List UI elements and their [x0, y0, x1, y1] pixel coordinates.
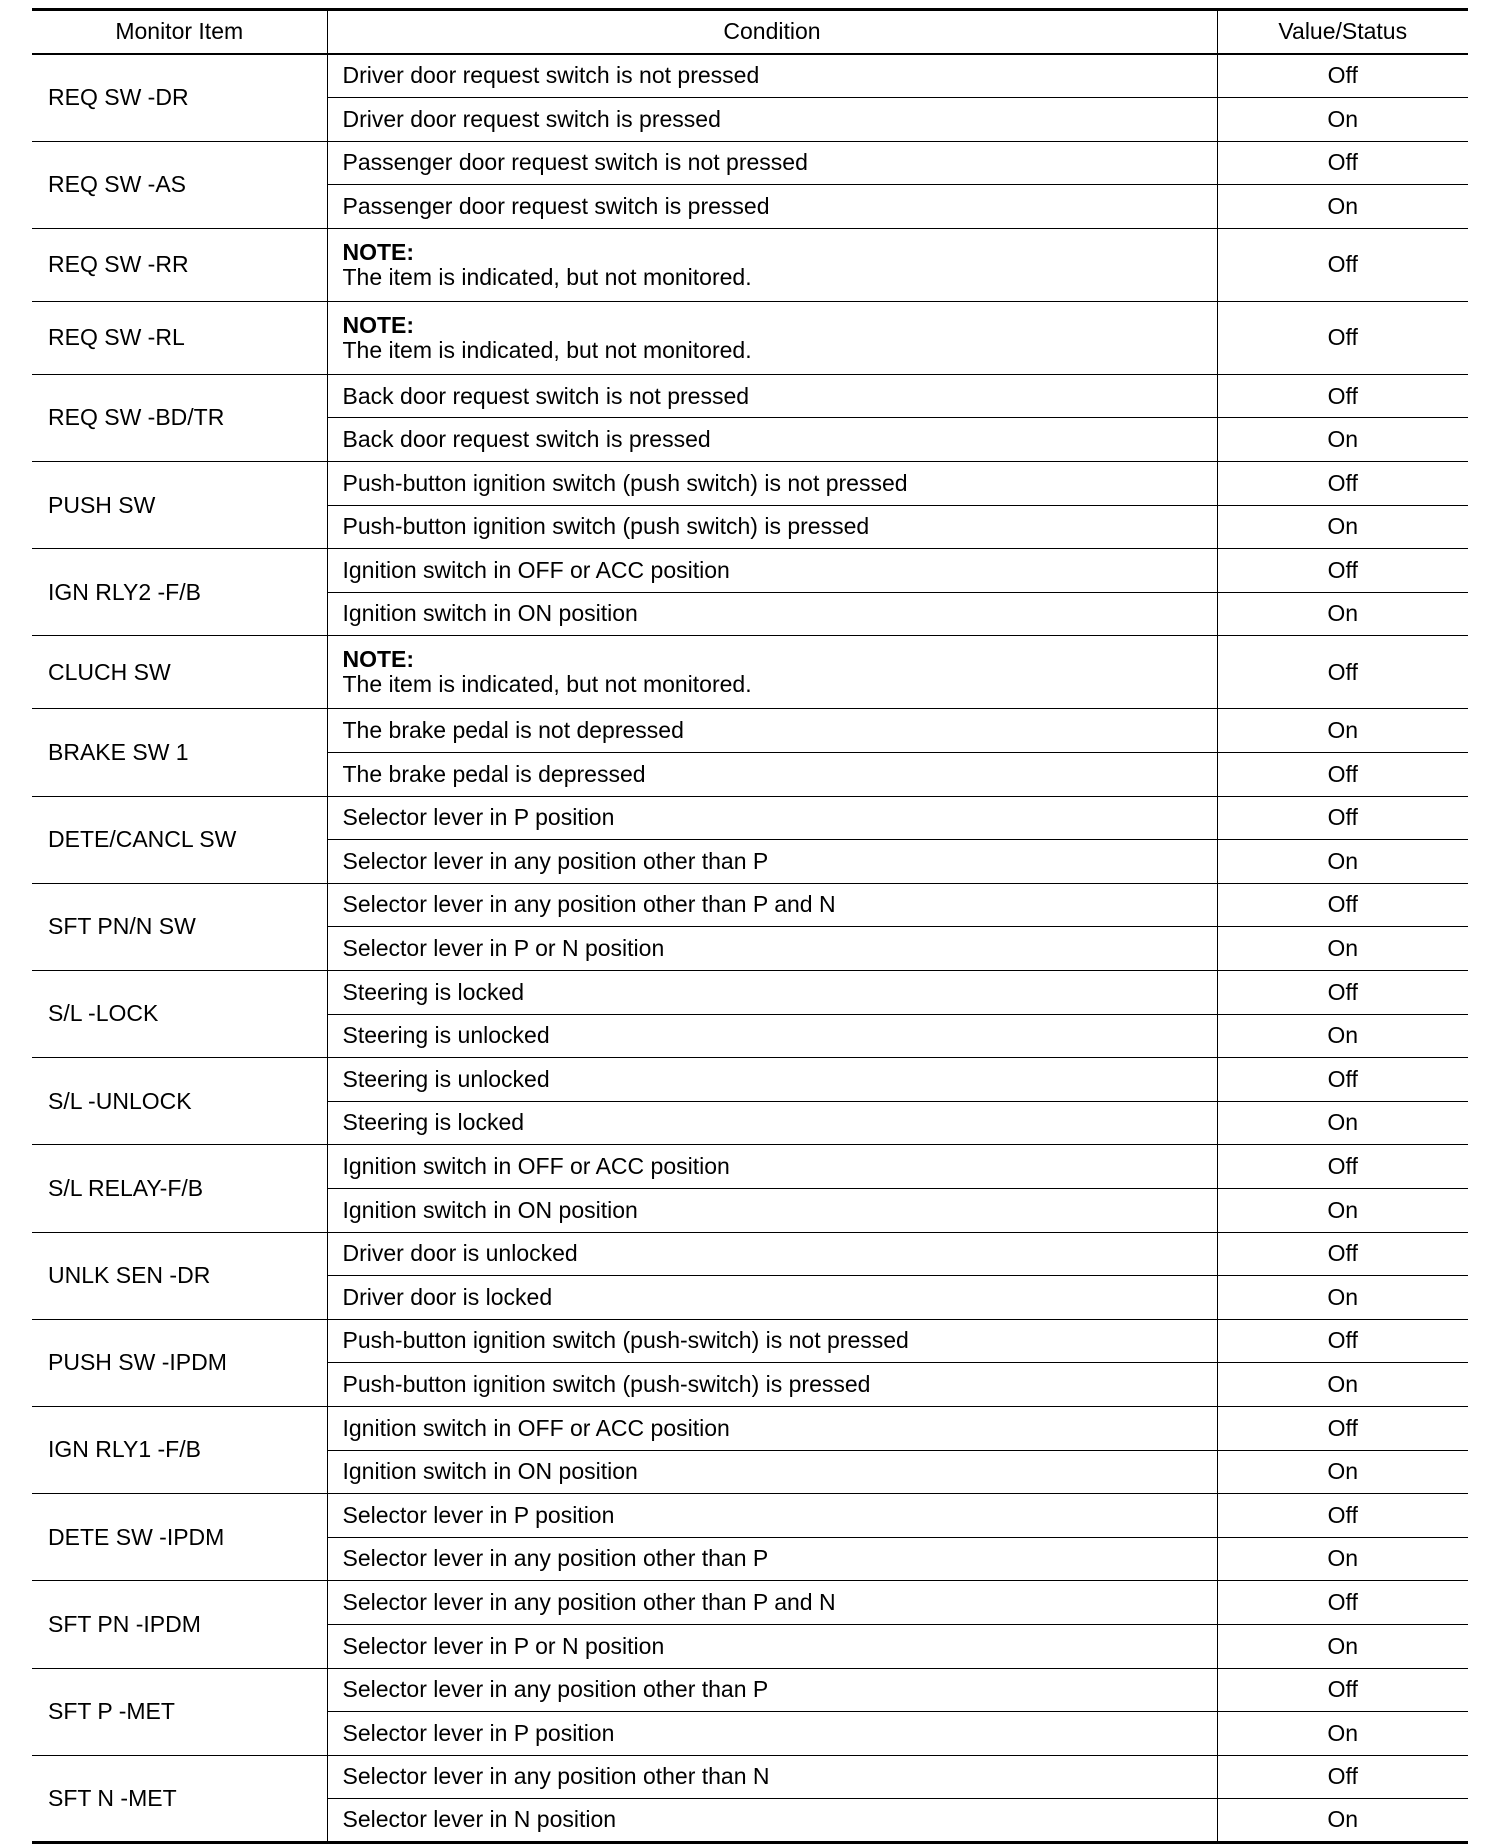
- value-status-cell: On: [1217, 927, 1468, 971]
- condition-cell: Passenger door request switch is pressed: [327, 185, 1217, 229]
- table-row: [32, 462, 1468, 506]
- table-row: [32, 228, 1468, 301]
- value-status-cell: On: [1217, 1101, 1468, 1145]
- value-status-cell: On: [1217, 1799, 1468, 1843]
- table-row: [32, 1319, 1468, 1363]
- value-status-cell: Off: [1217, 1406, 1468, 1450]
- value-status-cell: On: [1217, 1014, 1468, 1058]
- value-status-cell: On: [1217, 1450, 1468, 1494]
- condition-cell: Ignition switch in OFF or ACC position: [327, 549, 1217, 593]
- note-label: NOTE:: [342, 238, 415, 265]
- note-label: NOTE:: [342, 646, 415, 673]
- table-row: [32, 883, 1468, 927]
- table-row: [32, 374, 1468, 418]
- condition-cell: [327, 228, 1217, 301]
- condition-cell: Selector lever in any position other than P: [327, 840, 1217, 884]
- table-row: [32, 709, 1468, 753]
- monitor-item-cell: BRAKE SW 1: [32, 709, 327, 796]
- table-row: [32, 1494, 1468, 1538]
- table-row: [32, 1406, 1468, 1450]
- monitor-item-table: [32, 8, 1468, 1844]
- header-monitor-item: Monitor Item: [32, 10, 327, 55]
- value-status-cell: Off: [1217, 1232, 1468, 1276]
- condition-cell: Selector lever in P position: [327, 796, 1217, 840]
- value-status-cell: Off: [1217, 883, 1468, 927]
- condition-cell: Steering is unlocked: [327, 1014, 1217, 1058]
- value-status-cell: Off: [1217, 1755, 1468, 1799]
- condition-cell: Selector lever in any position other than P: [327, 1537, 1217, 1581]
- header-value-status: Value/Status: [1217, 10, 1468, 55]
- condition-cell: Driver door request switch is pressed: [327, 98, 1217, 142]
- table-row: [32, 54, 1468, 98]
- value-status-cell: On: [1217, 592, 1468, 636]
- value-status-cell: Off: [1217, 141, 1468, 185]
- monitor-item-cell: S/L RELAY-F/B: [32, 1145, 327, 1232]
- monitor-item-cell: IGN RLY2 -F/B: [32, 549, 327, 636]
- value-status-cell: Off: [1217, 1145, 1468, 1189]
- condition-cell: Ignition switch in OFF or ACC position: [327, 1145, 1217, 1189]
- condition-cell: Push-button ignition switch (push switch) is not pressed: [327, 462, 1217, 506]
- monitor-item-cell: DETE/CANCL SW: [32, 796, 327, 883]
- value-status-cell: Off: [1217, 753, 1468, 797]
- value-status-cell: Off: [1217, 301, 1468, 374]
- monitor-item-cell: REQ SW -RR: [32, 228, 327, 301]
- condition-cell: Ignition switch in ON position: [327, 1450, 1217, 1494]
- header-condition: Condition: [327, 10, 1217, 55]
- monitor-item-cell: PUSH SW -IPDM: [32, 1319, 327, 1406]
- condition-cell: Passenger door request switch is not pressed: [327, 141, 1217, 185]
- monitor-item-cell: REQ SW -BD/TR: [32, 374, 327, 461]
- value-status-cell: On: [1217, 1363, 1468, 1407]
- condition-cell: Steering is unlocked: [327, 1058, 1217, 1102]
- note-text: The item is indicated, but not monitored.: [342, 671, 752, 698]
- condition-cell: Selector lever in any position other than P and N: [327, 883, 1217, 927]
- condition-cell: Push-button ignition switch (push-switch) is not pressed: [327, 1319, 1217, 1363]
- condition-cell: Steering is locked: [327, 1101, 1217, 1145]
- monitor-item-cell: SFT N -MET: [32, 1755, 327, 1842]
- condition-cell: The brake pedal is not depressed: [327, 709, 1217, 753]
- value-status-cell: Off: [1217, 1058, 1468, 1102]
- condition-cell: Ignition switch in ON position: [327, 1188, 1217, 1232]
- monitor-item-cell: SFT PN -IPDM: [32, 1581, 327, 1668]
- condition-cell: Push-button ignition switch (push switch) is pressed: [327, 505, 1217, 549]
- value-status-cell: Off: [1217, 1494, 1468, 1538]
- condition-cell: Ignition switch in ON position: [327, 592, 1217, 636]
- value-status-cell: Off: [1217, 374, 1468, 418]
- value-status-cell: On: [1217, 840, 1468, 884]
- condition-cell: Selector lever in P or N position: [327, 927, 1217, 971]
- value-status-cell: Off: [1217, 549, 1468, 593]
- table-row: [32, 1755, 1468, 1799]
- value-status-cell: Off: [1217, 796, 1468, 840]
- note-label: NOTE:: [342, 311, 415, 338]
- table-body: [32, 54, 1468, 1842]
- table-row: [32, 1668, 1468, 1712]
- note-text: The item is indicated, but not monitored.: [342, 263, 752, 290]
- condition-cell: Selector lever in P or N position: [327, 1624, 1217, 1668]
- monitor-table-sheet: [32, 8, 1468, 1844]
- condition-cell: Back door request switch is not pressed: [327, 374, 1217, 418]
- table-row: [32, 1581, 1468, 1625]
- value-status-cell: On: [1217, 505, 1468, 549]
- value-status-cell: Off: [1217, 1581, 1468, 1625]
- condition-cell: Selector lever in P position: [327, 1494, 1217, 1538]
- table-row: [32, 141, 1468, 185]
- monitor-item-cell: CLUCH SW: [32, 636, 327, 709]
- table-row: [32, 301, 1468, 374]
- table-row: [32, 1232, 1468, 1276]
- monitor-item-cell: IGN RLY1 -F/B: [32, 1406, 327, 1493]
- condition-cell: [327, 301, 1217, 374]
- value-status-cell: On: [1217, 1537, 1468, 1581]
- value-status-cell: Off: [1217, 636, 1468, 709]
- condition-cell: Selector lever in N position: [327, 1799, 1217, 1843]
- value-status-cell: Off: [1217, 971, 1468, 1015]
- value-status-cell: Off: [1217, 54, 1468, 98]
- table-row: [32, 549, 1468, 593]
- value-status-cell: On: [1217, 1188, 1468, 1232]
- value-status-cell: On: [1217, 98, 1468, 142]
- value-status-cell: Off: [1217, 1668, 1468, 1712]
- table-row: [32, 1145, 1468, 1189]
- value-status-cell: Off: [1217, 462, 1468, 506]
- note-text: The item is indicated, but not monitored.: [342, 336, 752, 363]
- value-status-cell: On: [1217, 1712, 1468, 1756]
- monitor-item-cell: S/L -LOCK: [32, 971, 327, 1058]
- value-status-cell: On: [1217, 709, 1468, 753]
- condition-cell: Driver door request switch is not pressed: [327, 54, 1217, 98]
- monitor-item-cell: SFT P -MET: [32, 1668, 327, 1755]
- monitor-item-cell: DETE SW -IPDM: [32, 1494, 327, 1581]
- condition-cell: Steering is locked: [327, 971, 1217, 1015]
- condition-cell: Selector lever in any position other than P: [327, 1668, 1217, 1712]
- value-status-cell: On: [1217, 185, 1468, 229]
- monitor-item-cell: REQ SW -DR: [32, 54, 327, 141]
- monitor-item-cell: S/L -UNLOCK: [32, 1058, 327, 1145]
- monitor-item-cell: PUSH SW: [32, 462, 327, 549]
- value-status-cell: Off: [1217, 1319, 1468, 1363]
- condition-cell: Driver door is unlocked: [327, 1232, 1217, 1276]
- monitor-item-cell: UNLK SEN -DR: [32, 1232, 327, 1319]
- condition-cell: Selector lever in any position other than N: [327, 1755, 1217, 1799]
- monitor-item-cell: REQ SW -AS: [32, 141, 327, 228]
- value-status-cell: On: [1217, 1276, 1468, 1320]
- table-row: [32, 796, 1468, 840]
- value-status-cell: Off: [1217, 228, 1468, 301]
- condition-cell: Selector lever in any position other than P and N: [327, 1581, 1217, 1625]
- value-status-cell: On: [1217, 1624, 1468, 1668]
- table-row: [32, 1058, 1468, 1102]
- table-row: [32, 971, 1468, 1015]
- condition-cell: The brake pedal is depressed: [327, 753, 1217, 797]
- monitor-item-cell: SFT PN/N SW: [32, 883, 327, 970]
- condition-cell: Back door request switch is pressed: [327, 418, 1217, 462]
- condition-cell: Push-button ignition switch (push-switch) is pressed: [327, 1363, 1217, 1407]
- condition-cell: [327, 636, 1217, 709]
- condition-cell: Selector lever in P position: [327, 1712, 1217, 1756]
- table-row: [32, 636, 1468, 709]
- condition-cell: Driver door is locked: [327, 1276, 1217, 1320]
- monitor-item-cell: REQ SW -RL: [32, 301, 327, 374]
- table-header-row: [32, 10, 1468, 55]
- value-status-cell: On: [1217, 418, 1468, 462]
- condition-cell: Ignition switch in OFF or ACC position: [327, 1406, 1217, 1450]
